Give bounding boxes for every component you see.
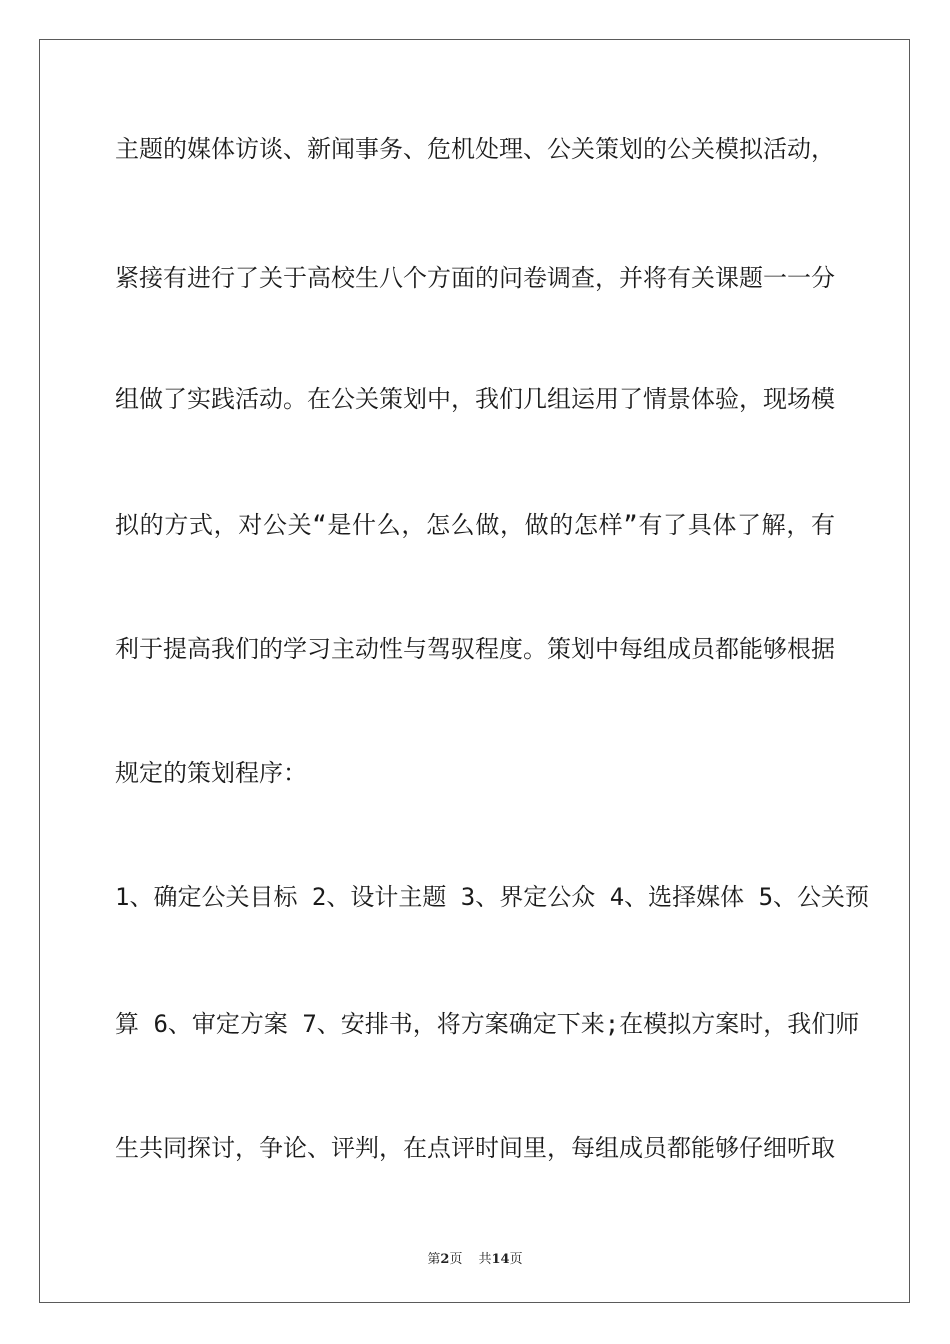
page-label-suffix: 页 xyxy=(449,1252,463,1267)
text-line-2: 紧接有进行了关于高校生八个方面的问卷调查，并将有关课题一一分 xyxy=(115,264,835,292)
text-line-6: 规定的策划程序： xyxy=(115,759,307,787)
text-line-7: 1、确定公关目标 2、设计主题 3、界定公众 4、选择媒体 5、公关预 xyxy=(115,883,870,911)
total-label-prefix: 共 xyxy=(478,1252,492,1267)
page-border xyxy=(39,39,910,1303)
text-line-5: 利于提高我们的学习主动性与驾驭程度。策划中每组成员都能够根据 xyxy=(115,635,835,663)
text-line-1: 主题的媒体访谈、新闻事务、危机处理、公关策划的公关模拟活动， xyxy=(115,135,835,163)
text-line-9: 生共同探讨，争论、评判，在点评时间里，每组成员都能够仔细听取 xyxy=(115,1134,835,1162)
page-number: 2 xyxy=(440,1252,450,1267)
page-label-prefix: 第 xyxy=(427,1252,441,1267)
text-line-3: 组做了实践活动。在公关策划中，我们几组运用了情景体验，现场模 xyxy=(115,385,835,413)
text-line-4: 拟的方式，对公关“是什么，怎么做，做的怎样”有了具体了解，有 xyxy=(115,511,835,539)
total-pages: 14 xyxy=(491,1252,510,1267)
total-label-suffix: 页 xyxy=(509,1252,523,1267)
page-footer xyxy=(0,1248,950,1267)
text-line-8: 算 6、审定方案 7、安排书，将方案确定下来;在模拟方案时，我们师 xyxy=(115,1010,860,1038)
